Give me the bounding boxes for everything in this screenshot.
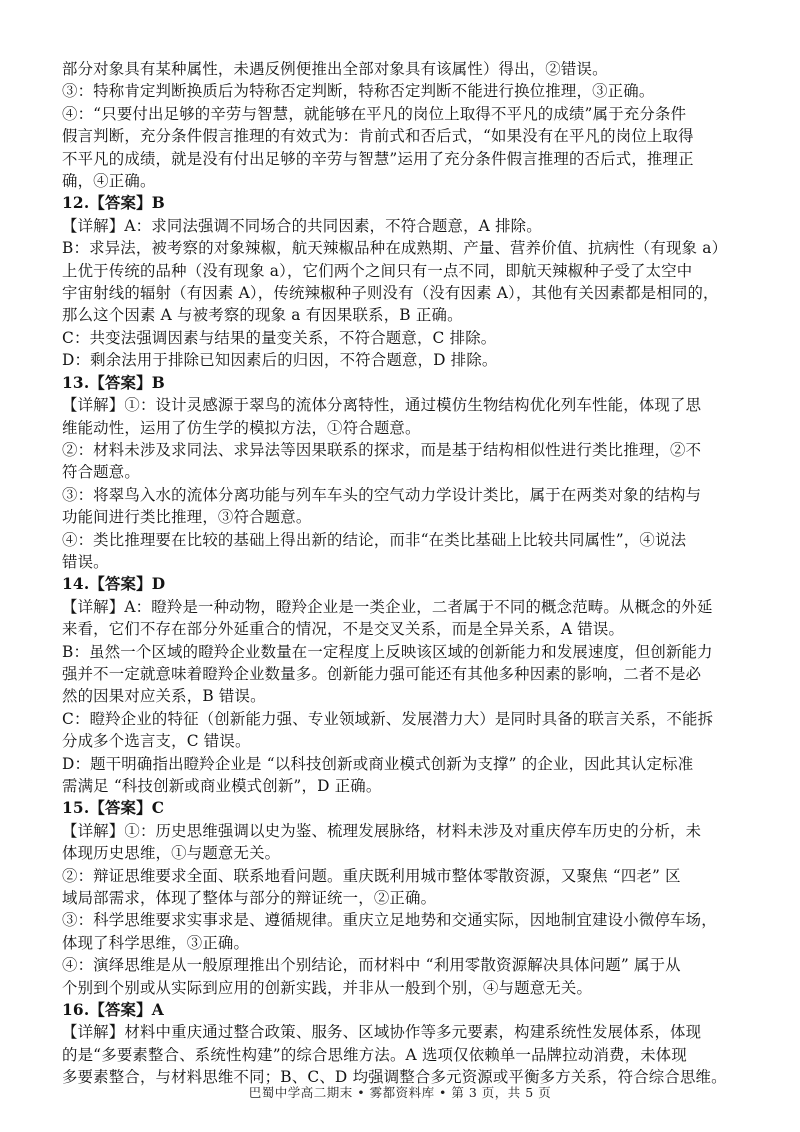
text-line: D：剩余法用于排除已知因素后的归因，不符合题意，D 排除。 [62,351,498,370]
text-line: 强并不一定就意味着瞪羚企业数量多。创新能力强可能还有其他多种因素的影响，二者不是必 [62,664,702,683]
text-line: D：题干明确指出瞪羚企业是 “以科技创新或商业模式创新为支撑” 的企业，因此其认定标准 [62,754,694,773]
answer-heading-15: 15.【答案】C [62,799,165,818]
text-line: 维能动性，运用了仿生学的模拟方法，①符合题意。 [62,418,421,437]
text-line: 需满足 “科技创新或商业模式创新”，D 正确。 [62,777,382,795]
text-line: 那么这个因素 A 与被考察的现象 a 有因果联系，B 正确。 [62,306,463,325]
text-line: 【详解】A：瞪羚是一种动物，瞪羚企业是一类企业，二者属于不同的概念范畴。从概念的外延 [62,597,713,616]
text-line: 错误。 [62,552,109,571]
text-line: 【详解】材料中重庆通过整合政策、服务、区域协作等多元要素，构建系统性发展体系，体现 [62,1023,702,1042]
page-footer: 巴蜀中学高二期末 • 雾都资料库 • 第 3 页，共 5 页 [248,1085,552,1100]
text-line: 功能间进行类比推理，③符合题意。 [62,508,312,527]
text-line: 【详解】①：历史思维强调以史为鉴、梳理发展脉络，材料未涉及对重庆停车历史的分析，未 [62,821,702,840]
text-line: 上优于传统的品种（没有现象 a），它们两个之间只有一点不同，即航天辣椒种子受了太空中 [62,261,693,280]
text-line: ③：科学思维要求实事求是、遵循规律。重庆立足地势和交通实际，因地制宜建设小微停车场， [62,911,717,930]
text-line: 体现了科学思维，③正确。 [62,933,250,952]
answer-heading-16: 16.【答案】A [62,1001,164,1020]
answer-heading-14: 14.【答案】D [62,575,166,594]
text-line: 然的因果对应关系，B 错误。 [62,687,266,706]
text-line: 多要素整合，与材料思维不同；B、C、D 均强调整合多元资源或平衡多方关系，符合综合思维。 [62,1068,727,1087]
text-line: 分成多个选言支，C 错误。 [62,732,251,751]
text-line: B：虽然一个区域的瞪羚企业数量在一定程度上反映该区域的创新能力和发展速度，但创新能力 [62,642,713,661]
text-line: ②：材料未涉及求同法、求异法等因果联系的探求，而是基于结构相似性进行类比推理，②不 [62,440,702,459]
text-line: 【详解】①：设计灵感源于翠鸟的流体分离特性，通过模仿生物结构优化列车性能，体现了思 [62,396,702,415]
text-line: ③：将翠鸟入水的流体分离功能与列车车头的空气动力学设计类比，属于在两类对象的结构与 [62,485,702,504]
text-line: 域局部需求，体现了整体与部分的辩证统一，②正确。 [62,889,437,908]
text-line: ②：辩证思维要求全面、联系地看问题。重庆既利用城市整体零散资源，又聚焦 “四老” 区 [62,866,681,885]
answer-heading-13: 13.【答案】B [62,373,165,392]
text-line: 部分对象具有某种属性，未遇反例便推出全部对象具有该属性）得出，②错误。 [62,60,608,78]
text-line: 个别到个别或从实际到应用的创新实践，并非从一般到个别，④与题意无关。 [62,978,593,997]
text-line: ④：类比推理要在比较的基础上得出新的结论，而非“在类比基础上比较共同属性”，④说法 [62,530,687,549]
text-line: 【详解】A：求同法强调不同场合的共同因素，不符合题意，A 排除。 [62,216,542,235]
text-line: ③：特称肯定判断换质后为特称否定判断，特称否定判断不能进行换位推理，③正确。 [62,82,655,101]
text-line: 宇宙射线的辐射（有因素 A），传统辣椒种子则没有（没有因素 A），其他有关因素都是相同的， [62,284,719,303]
text-line: 假言判断，充分条件假言推理的有效式为：肯前式和否后式，“如果没有在平凡的岗位上取得 [62,127,694,146]
text-line: 不平凡的成绩，就是没有付出足够的辛劳与智慧”运用了充分条件假言推理的否后式，推理正 [62,149,694,168]
text-line: ④：“只要付出足够的辛劳与智慧，就能够在平凡的岗位上取得不平凡的成绩”属于充分条件 [62,104,687,123]
text-line: 符合题意。 [62,463,140,482]
text-line: B：求异法，被考察的对象辣椒，航天辣椒品种在成熟期、产量、营养价值、抗病性（有现象 a） [62,239,728,258]
document-body [62,58,746,1089]
text-line: C：瞪羚企业的特征（创新能力强、专业领域新、发展潜力大）是同时具备的联言关系，不能拆 [62,709,714,728]
text-line: 的是“多要素整合、系统性构建”的综合思维方法。A 选项仅依赖单一品牌拉动消费，未体现 [62,1045,687,1064]
text-line: ④：演绎思维是从一般原理推出个别结论，而材料中 “利用零散资源解决具体问题” 属于从 [62,956,681,975]
text-line: 来看，它们不存在部分外延重合的情况，不是交叉关系，而是全异关系，A 错误。 [62,620,625,639]
answer-heading-12: 12.【答案】B [62,194,165,213]
text-line: 确，④正确。 [62,172,156,191]
text-line: 体现历史思维，①与题意无关。 [62,844,281,863]
text-line: C：共变法强调因素与结果的量变关系，不符合题意，C 排除。 [62,328,497,347]
